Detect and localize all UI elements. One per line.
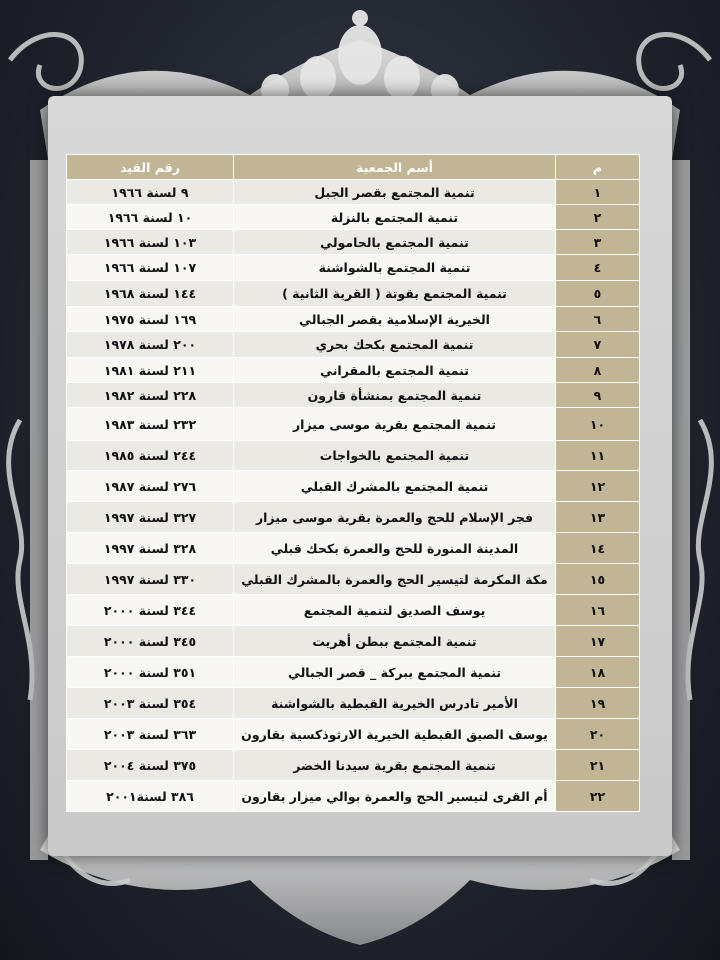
row-number: ١١ xyxy=(556,441,640,471)
registration-number: ٩ لسنة ١٩٦٦ xyxy=(67,180,234,205)
table-header-row xyxy=(67,155,640,180)
row-number: ١٨ xyxy=(556,657,640,688)
row-number: ٢١ xyxy=(556,750,640,781)
row-number: ١٦ xyxy=(556,595,640,626)
associations-table xyxy=(66,154,640,812)
table-row xyxy=(67,595,640,626)
association-name: فجر الإسلام للحج والعمرة بقرية موسى ميزار xyxy=(234,502,556,533)
association-name: يوسف الصديق لتنمية المجتمع xyxy=(234,595,556,626)
association-name: تنمية المجتمع بالمشرك القبلي xyxy=(234,471,556,502)
header-registration-number: رقم القيد xyxy=(67,155,234,180)
registration-number: ٢٠٠ لسنة ١٩٧٨ xyxy=(67,332,234,358)
registration-number: ١٦٩ لسنة ١٩٧٥ xyxy=(67,307,234,332)
table-row xyxy=(67,205,640,230)
right-pillar xyxy=(672,160,690,860)
association-name: الأمير تادرس الخيرية القبطية بالشواشنة xyxy=(234,688,556,719)
registration-number: ٣٧٥ لسنة ٢٠٠٤ xyxy=(67,750,234,781)
association-name: تنمية المجتمع ببركة _ قصر الجبالي xyxy=(234,657,556,688)
row-number: ١٢ xyxy=(556,471,640,502)
table-row xyxy=(67,358,640,383)
registration-number: ١٠٣ لسنة ١٩٦٦ xyxy=(67,230,234,255)
row-number: ١٠ xyxy=(556,408,640,441)
row-number: ٦ xyxy=(556,307,640,332)
row-number: ١ xyxy=(556,180,640,205)
table-row xyxy=(67,441,640,471)
association-name: مكة المكرمة لتيسير الحج والعمرة بالمشرك القبلي xyxy=(234,564,556,595)
registration-number: ٢٣٢ لسنة ١٩٨٣ xyxy=(67,408,234,441)
table-row xyxy=(67,719,640,750)
table-row xyxy=(67,230,640,255)
row-number: ٣ xyxy=(556,230,640,255)
header-number: م xyxy=(556,155,640,180)
association-name: تنمية المجتمع بمنشأة قارون xyxy=(234,383,556,408)
row-number: ١٣ xyxy=(556,502,640,533)
registration-number: ٢٧٦ لسنة ١٩٨٧ xyxy=(67,471,234,502)
registration-number: ٣٥١ لسنة ٢٠٠٠ xyxy=(67,657,234,688)
table-row xyxy=(67,688,640,719)
association-name: تنمية المجتمع ببطن أهريت xyxy=(234,626,556,657)
header-association-name: أسم الجمعية xyxy=(234,155,556,180)
association-name: تنمية المجتمع بالحامولي xyxy=(234,230,556,255)
table-row xyxy=(67,307,640,332)
registration-number: ١٤٤ لسنة ١٩٦٨ xyxy=(67,281,234,307)
row-number: ٨ xyxy=(556,358,640,383)
table-row xyxy=(67,564,640,595)
row-number: ٢ xyxy=(556,205,640,230)
association-name: تنمية المجتمع بقوتة ( القرية الثانية ) xyxy=(234,281,556,307)
table-row xyxy=(67,533,640,564)
registration-number: ٣٤٤ لسنة ٢٠٠٠ xyxy=(67,595,234,626)
registration-number: ١٠٧ لسنة ١٩٦٦ xyxy=(67,255,234,281)
association-name: تنمية المجتمع بكحك بحري xyxy=(234,332,556,358)
association-name: تنمية المجتمع بقصر الجبل xyxy=(234,180,556,205)
registration-number: ٣٢٨ لسنة ١٩٩٧ xyxy=(67,533,234,564)
row-number: ١٤ xyxy=(556,533,640,564)
association-name: تنمية المجتمع بالمقراني xyxy=(234,358,556,383)
registration-number: ٣٦٣ لسنة ٢٠٠٣ xyxy=(67,719,234,750)
association-name: تنمية المجتمع بالنزلة xyxy=(234,205,556,230)
row-number: ٩ xyxy=(556,383,640,408)
registration-number: ١٠ لسنة ١٩٦٦ xyxy=(67,205,234,230)
registration-number: ٣٥٤ لسنة ٢٠٠٣ xyxy=(67,688,234,719)
row-number: ١٩ xyxy=(556,688,640,719)
left-pillar xyxy=(30,160,48,860)
row-number: ١٥ xyxy=(556,564,640,595)
registration-number: ٣٣٠ لسنة ١٩٩٧ xyxy=(67,564,234,595)
association-name: المدينة المنورة للحج والعمرة بكحك قبلي xyxy=(234,533,556,564)
registration-number: ٢١١ لسنة ١٩٨١ xyxy=(67,358,234,383)
association-name: تنمية المجتمع بالشواشنة xyxy=(234,255,556,281)
registration-number: ٣٤٥ لسنة ٢٠٠٠ xyxy=(67,626,234,657)
table-row xyxy=(67,471,640,502)
registration-number: ٢٢٨ لسنة ١٩٨٢ xyxy=(67,383,234,408)
table-row xyxy=(67,383,640,408)
registration-number: ٣٢٧ لسنة ١٩٩٧ xyxy=(67,502,234,533)
row-number: ١٧ xyxy=(556,626,640,657)
row-number: ٥ xyxy=(556,281,640,307)
row-number: ٢٠ xyxy=(556,719,640,750)
table-row xyxy=(67,781,640,812)
association-name: تنمية المجتمع بقرية موسى ميزار xyxy=(234,408,556,441)
association-name: تنمية المجتمع بقرية سيدنا الخضر xyxy=(234,750,556,781)
association-name: تنمية المجتمع بالخواجات xyxy=(234,441,556,471)
table-row xyxy=(67,408,640,441)
row-number: ٤ xyxy=(556,255,640,281)
association-name: الخيرية الإسلامية بقصر الجبالي xyxy=(234,307,556,332)
table-row xyxy=(67,657,640,688)
row-number: ٢٢ xyxy=(556,781,640,812)
table-row xyxy=(67,332,640,358)
table-row xyxy=(67,626,640,657)
registration-number: ٣٨٦ لسنة٢٠٠١ xyxy=(67,781,234,812)
association-name: أم القرى لتيسير الحج والعمرة بوالي ميزار بقارون xyxy=(234,781,556,812)
registration-number: ٢٤٤ لسنة ١٩٨٥ xyxy=(67,441,234,471)
association-name: يوسف الصيق القبطية الخيرية الارثوذكسية بقارون xyxy=(234,719,556,750)
row-number: ٧ xyxy=(556,332,640,358)
table-row xyxy=(67,255,640,281)
table-row xyxy=(67,502,640,533)
table-row xyxy=(67,281,640,307)
table-row xyxy=(67,750,640,781)
table-row xyxy=(67,180,640,205)
